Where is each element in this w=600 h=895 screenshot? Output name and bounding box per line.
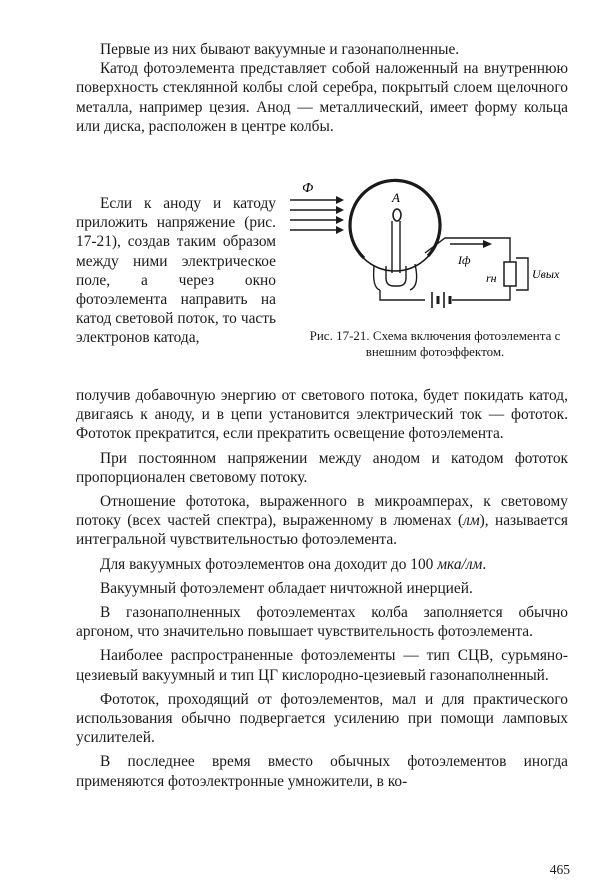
battery [432, 292, 450, 308]
paragraph-3: Если к аноду и катоду приложить напряжение (рис. 17-21), создав таким образом между ними электрическое поле, а через окно фотоэлемента направить на катод световой поток, то часть электронов катода, [76, 195, 276, 347]
load-resistor [504, 262, 516, 286]
paragraph-2: Катод фотоэлемента представляет собой наложенный на внутреннюю поверхность стеклянной колбы слой серебра, покрытый слоем щелочного металла, например цезия. Анод — металлический, имеет форму кольца или диска, расположен в центре колбы. [76, 60, 568, 135]
anode-ring [393, 209, 401, 221]
voltage-label: Uвых [532, 267, 560, 281]
resistor-label: rн [486, 271, 497, 285]
paragraph-9: Наиболее распространенные фотоэлементы — тип СЦВ, сурьмяно-цезиевый вакуумный и тип ЦГ кислородно-цезиевый газонаполненный. [76, 647, 568, 684]
figure-circuit-diagram [280, 178, 570, 328]
paragraph-5: Отношение фототока, выраженного в микроамперах, к световому потоку (всех частей спектра), выраженному в люменах (лм), называется интегральной чувствительностью фотоэлемента. [76, 493, 569, 549]
page-number: 465 [549, 862, 570, 877]
left-column-text [76, 194, 276, 348]
paragraph-4: При постоянном напряжении между анодом и катодом фототок пропорционален световому потоку. [76, 449, 568, 486]
top-text [76, 40, 568, 136]
paragraph-6: Для вакуумных фотоэлементов она доходит до 100 мка/лм. [100, 555, 487, 573]
paragraph-7: Вакуумный фотоэлемент обладает ничтожной инерцией. [100, 579, 473, 597]
paragraph-8: В газонаполненных фотоэлементах колба заполняется обычно аргоном, что значительно повышает чувствительность фотоэлемента. [76, 604, 568, 641]
current-label: Iф [458, 253, 471, 267]
paragraph-11: В последнее время вместо обычных фотоэлементов иногда применяются фотоэлектронные умножители, в ко- [76, 753, 568, 790]
flux-label: Ф [302, 181, 314, 196]
main-text [76, 386, 568, 791]
figure-caption: Рис. 17-21. Схема включения фотоэлемента с внешним фотоэффектом. [309, 328, 561, 359]
paragraph-10: Фототок, проходящий от фотоэлементов, мал и для практического использования обычно подвергается усилению при помощи ламповых усилителей. [76, 690, 568, 747]
anode-label: А [392, 190, 400, 205]
paragraph-3-continued: получив добавочную энергию от светового потока, будет покидать катод, двигаясь к аноду, и в цепи установится электрический ток — фототок. Фототок прекратится, если прекратить освещение фотоэлемента. [76, 387, 568, 443]
paragraph-1: Первые из них бывают вакуумные и газонаполненные. [100, 41, 460, 58]
